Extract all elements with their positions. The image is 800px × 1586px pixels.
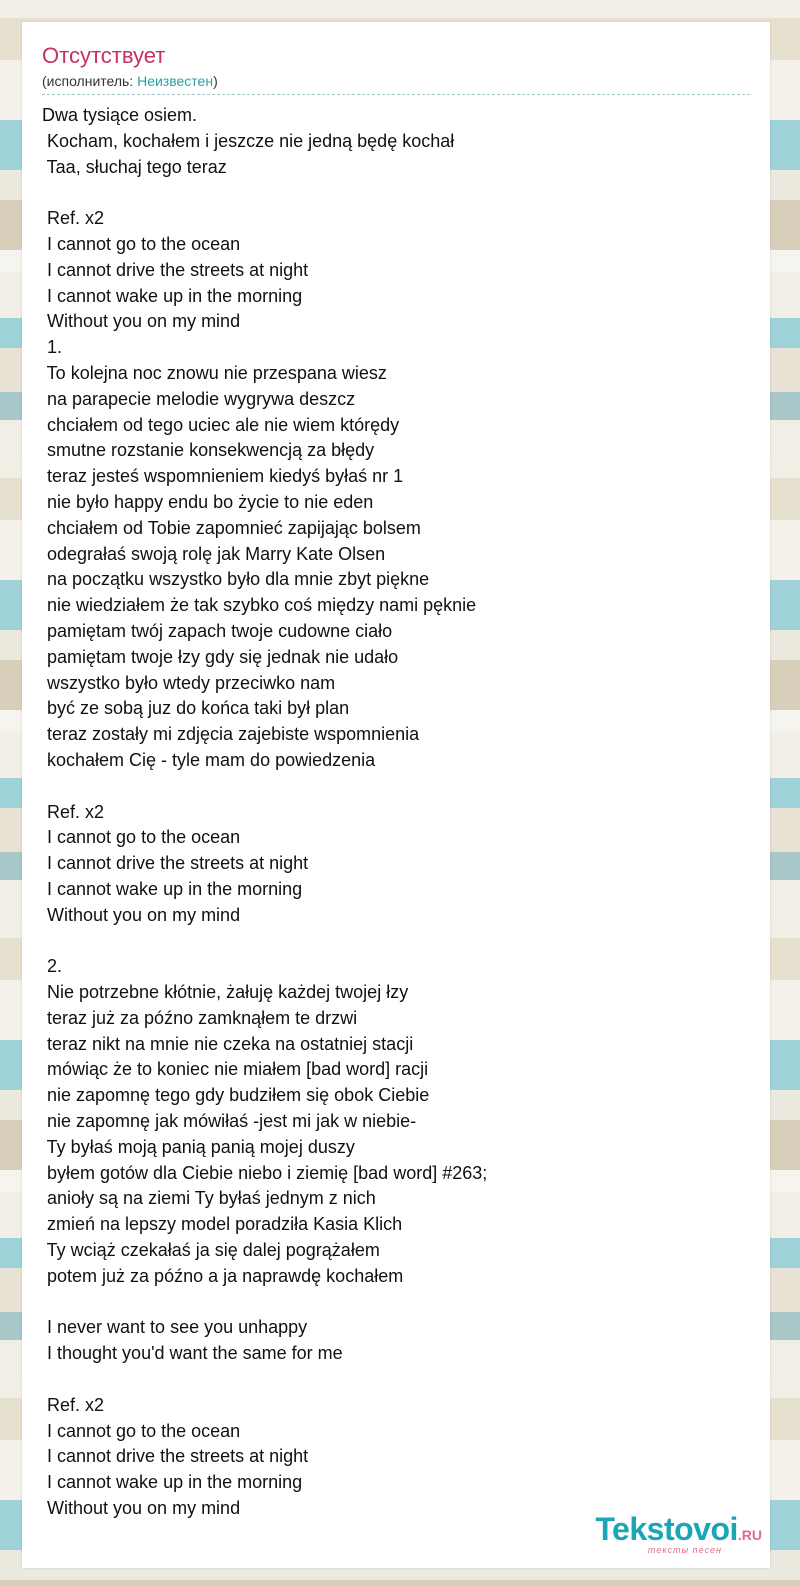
artist-link[interactable]: Неизвестен xyxy=(137,73,214,89)
lyrics-card xyxy=(22,22,770,1568)
site-logo[interactable] xyxy=(552,1511,762,1555)
logo-main-text: Tekstovoi xyxy=(595,1511,738,1547)
logo-domain: .RU xyxy=(737,1527,762,1543)
artist-line xyxy=(42,72,218,90)
artist-suffix: ) xyxy=(213,73,218,89)
lyrics-text: Dwa tysiące osiem. Kocham, kochałem i jeszcze nie jedną będę kochał Taa, słuchaj tego teraz Ref. x2 I cannot go to the ocean I cannot drive the streets at night I cannot wake up in the morning Without you on my mind 1. To kolejna noc znowu nie przespana wiesz na parapecie melodie wygrywa deszcz chciałem od tego uciec ale nie wiem którędy smutne rozstanie konsekwencją za błędy teraz jesteś wspomnieniem kiedyś byłaś nr 1 nie było happy endu bo życie to nie eden chciałem od Tobie zapomnieć zapijając bolsem odegrałaś swoją rolę jak Marry Kate Olsen na początku wszystko było dla mnie zbyt piękne nie wiedziałem że tak szybko coś między nami pęknie pamiętam twój zapach twoje cudowne ciało pamiętam twoje łzy gdy się jednak nie udało wszystko było wtedy przeciwko nam być ze sobą juz do końca taki był plan teraz zostały mi zdjęcia zajebiste wspomnienia kochałem Cię - tyle mam do powiedzenia Ref. x2 I cannot go to the ocean I cannot drive the streets at night I cannot wake up in the morning Without you on my mind 2. Nie potrzebne kłótnie, żałuję każdej twojej łzy teraz już za późno zamknąłem te drzwi teraz nikt na mnie nie czeka na ostatniej stacji mówiąc że to koniec nie miałem [bad word] racji nie zapomnę tego gdy budziłem się obok Ciebie nie zapomnę jak mówiłaś -jest mi jak w niebie- Ty byłaś moją panią panią mojej duszy byłem gotów dla Ciebie niebo i ziemię [bad word] #263; anioły są na ziemi Ty byłaś jednym z nich zmień na lepszy model poradziła Kasia Klich Ty wciąż czekałaś ja się dalej pogrążałem potem już za późno a ja naprawdę kochałem I never want to see you unhappy I thought you'd want the same for me Ref. x2 I cannot go to the ocean I cannot drive the streets at night I cannot wake up in the morning Without you on my mind xyxy=(42,105,488,1519)
artist-prefix: (исполнитель: xyxy=(42,73,138,89)
logo-tagline: тексты песен xyxy=(647,1545,722,1555)
song-header xyxy=(42,42,750,95)
song-title: Отсутствует xyxy=(42,43,166,68)
